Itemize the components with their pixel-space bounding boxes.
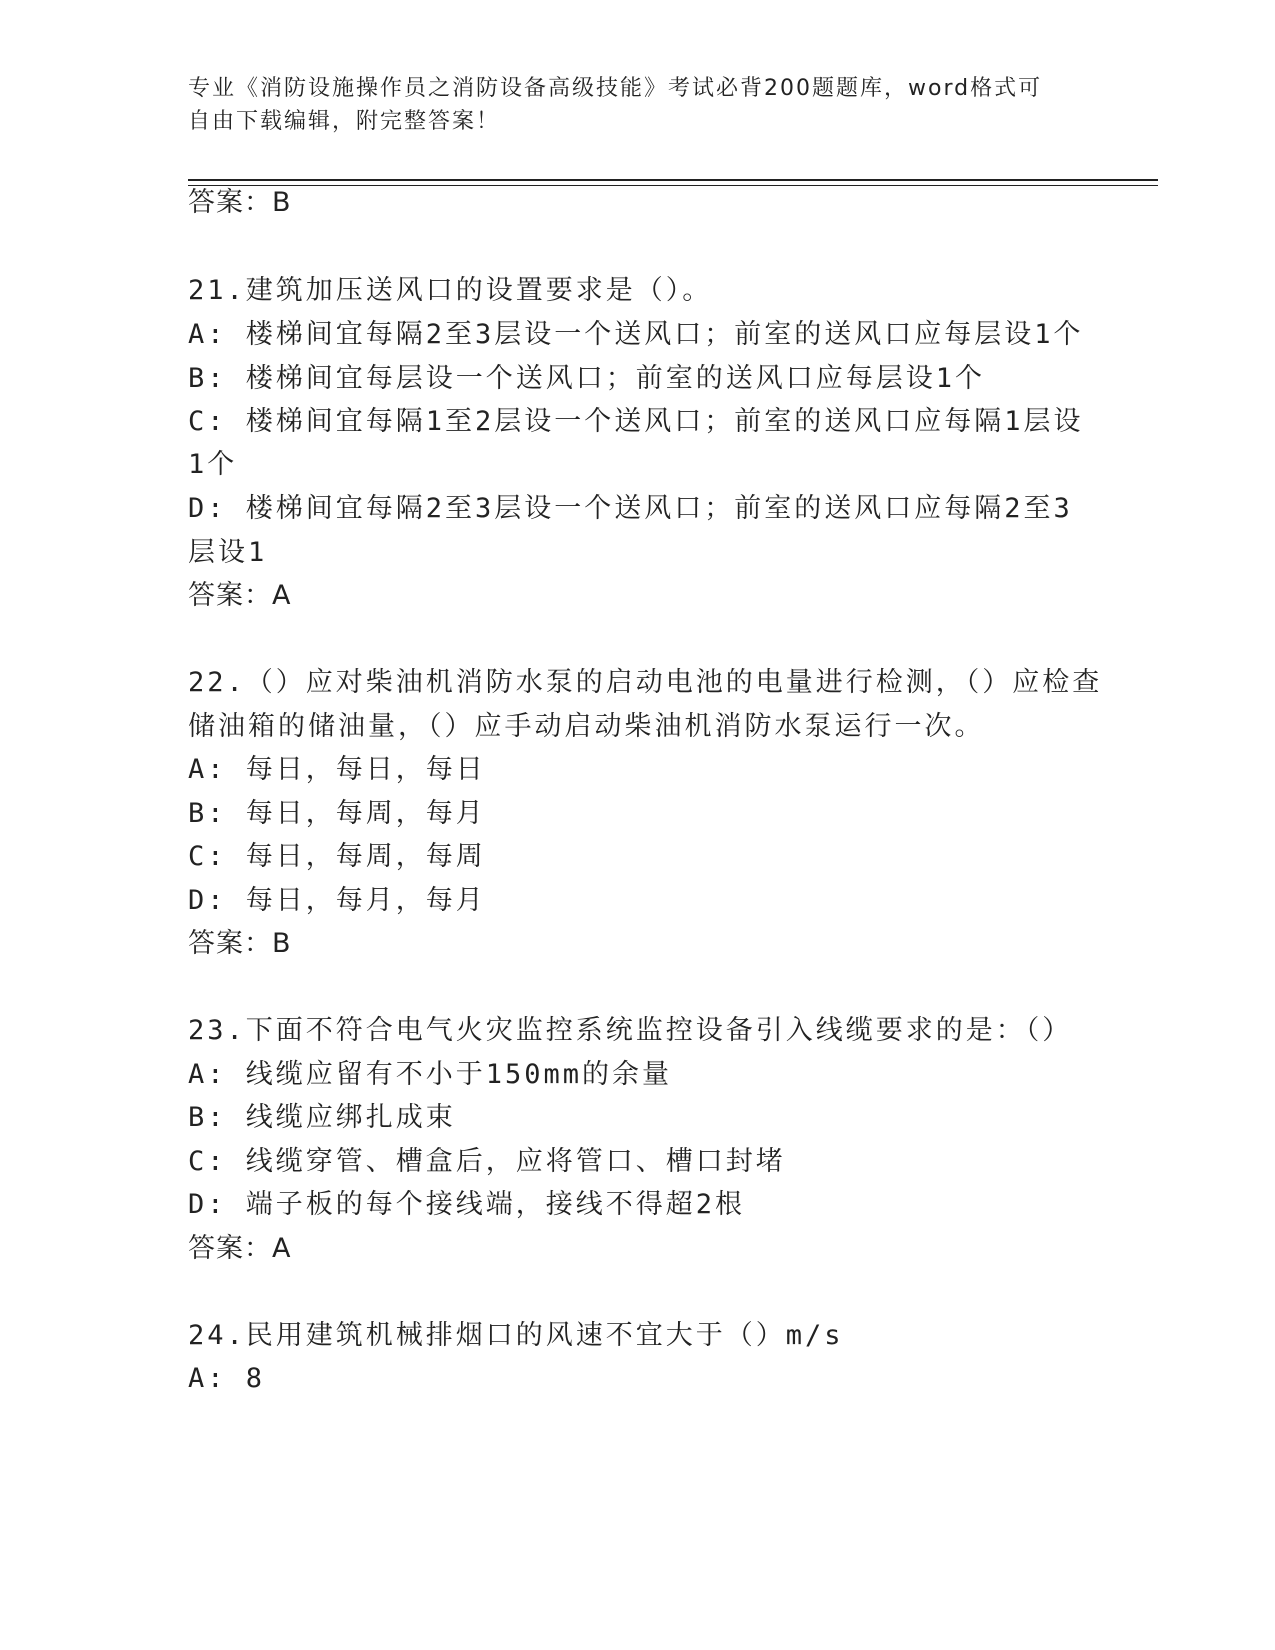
q23-stem: 23.下面不符合电气火灾监控系统监控设备引入线缆要求的是：（） <box>188 1015 1073 1046</box>
q23-option-b: B: 线缆应绑扎成束 <box>188 1102 456 1133</box>
q22-answer: 答案：B <box>188 928 292 959</box>
header-rule-thick <box>188 179 1158 181</box>
q21-option-d-line-1: D: 楼梯间宜每隔2至3层设一个送风口；前室的送风口应每隔2至3 <box>188 493 1073 524</box>
q22-option-b: B: 每日，每周，每月 <box>188 798 486 829</box>
q21-option-a: A: 楼梯间宜每隔2至3层设一个送风口；前室的送风口应每层设1个 <box>188 319 1084 350</box>
q23-option-d: D: 端子板的每个接线端，接线不得超2根 <box>188 1189 746 1220</box>
q22-stem-line-2: 储油箱的储油量，（）应手动启动柴油机消防水泵运行一次。 <box>188 711 985 742</box>
q22-option-a: A: 每日，每日，每日 <box>188 754 486 785</box>
q21-answer: 答案：A <box>188 580 292 611</box>
q21-option-c-line-2: 1个 <box>188 449 238 480</box>
q21-stem: 21.建筑加压送风口的设置要求是（）。 <box>188 275 713 306</box>
document-header <box>188 72 1088 138</box>
header-rule-thin <box>188 185 1158 186</box>
q21-option-d-line-2: 层设1 <box>188 537 268 568</box>
header-line-1: 专业《消防设施操作员之消防设备高级技能》考试必背200题题库，word格式可 <box>188 76 1043 101</box>
q24-stem: 24.民用建筑机械排烟口的风速不宜大于（）m/s <box>188 1320 844 1351</box>
header-line-2: 自由下载编辑，附完整答案！ <box>188 109 501 134</box>
q21-option-b: B: 楼梯间宜每层设一个送风口；前室的送风口应每层设1个 <box>188 363 986 394</box>
q22-option-c: C: 每日，每周，每周 <box>188 841 486 872</box>
q24-option-a: A: 8 <box>188 1363 266 1394</box>
q22-stem-line-1: 22.（）应对柴油机消防水泵的启动电池的电量进行检测，（）应检查 <box>188 667 1103 698</box>
q23-option-a: A: 线缆应留有不小于150mm的余量 <box>188 1059 673 1090</box>
q21-option-c-line-1: C: 楼梯间宜每隔1至2层设一个送风口；前室的送风口应每隔1层设 <box>188 406 1084 437</box>
previous-answer: 答案：B <box>188 187 292 218</box>
q23-answer: 答案：A <box>188 1233 292 1264</box>
q23-option-c: C: 线缆穿管、槽盒后，应将管口、槽口封堵 <box>188 1146 786 1177</box>
q22-option-d: D: 每日，每月，每月 <box>188 885 486 916</box>
